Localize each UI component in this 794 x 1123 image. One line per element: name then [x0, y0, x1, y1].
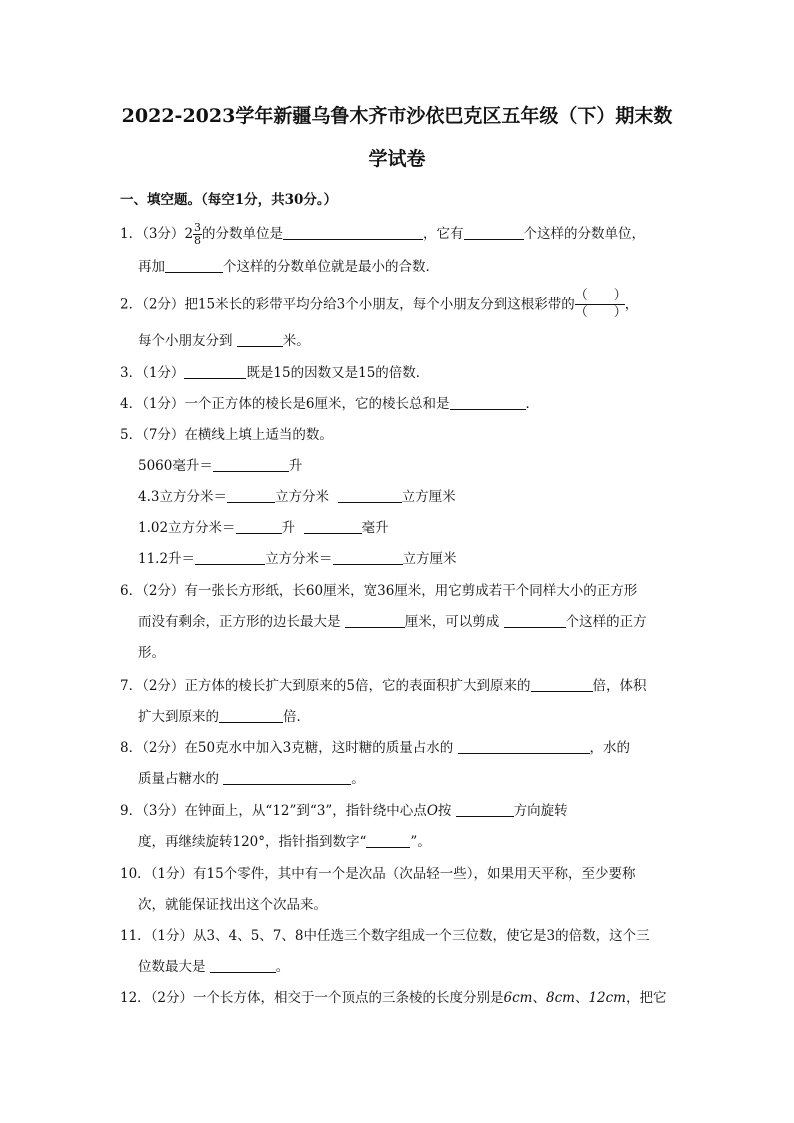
- q5-row3-text-a: 1.02立方分米＝: [138, 520, 236, 536]
- question-1: [120, 222, 645, 247]
- q5-row-4: [138, 551, 457, 567]
- exam-title-line-1: 2022-2023学年新疆乌鲁木齐市沙依巴克区五年级（下）期末数: [121, 105, 673, 127]
- q5-row1-text-a: 5060毫升＝: [138, 458, 213, 474]
- q2-fraction-denominator-blank[interactable]: （ ）: [574, 305, 627, 321]
- q8-text-1: 在50克水中加入3克糖，这时糖的质量占水的: [184, 740, 454, 756]
- question-9: [120, 803, 568, 819]
- q9-text-2: 按: [437, 803, 452, 819]
- q7-number: 7．: [120, 678, 143, 694]
- q10-text-2: 次，就能保证找出这个次品来。: [138, 897, 327, 913]
- q5-row2-blank-1[interactable]: [227, 489, 275, 503]
- q5-row2-blank-2[interactable]: [338, 489, 402, 503]
- q11-blank[interactable]: [210, 959, 276, 973]
- q1-fraction-numerator: 3: [194, 221, 202, 234]
- question-6: [120, 583, 637, 599]
- q6-text-3: 厘米，可以剪成: [404, 614, 500, 630]
- q8-number: 8．: [120, 740, 143, 756]
- q12-length-3: 12cm: [588, 990, 626, 1006]
- question-2: [120, 288, 638, 322]
- question-11-cont: [138, 959, 289, 975]
- q5-row-2: [138, 489, 456, 505]
- q5-row2-text-c: 立方厘米: [401, 489, 456, 505]
- q4-text-1: 一个正方体的棱长是6厘米，它的棱长总和是: [184, 396, 450, 412]
- q10-text-1: 有15个零件，其中有一个是次品（次品轻一些），如果用天平称，至少要称: [193, 866, 636, 882]
- q5-row1-blank[interactable]: [213, 458, 289, 472]
- q1-number: 1．: [120, 226, 143, 243]
- q9-center-point-o: O: [426, 803, 438, 819]
- question-6-cont-2: [138, 645, 165, 661]
- q1-blank-1[interactable]: [283, 226, 423, 240]
- question-10: [120, 866, 635, 882]
- q2-number: 2．: [120, 296, 143, 313]
- q9-text-4: 度，再继续旋转120°，指针指到数字“: [138, 834, 367, 850]
- q5-number: 5．: [120, 427, 143, 443]
- q7-text-2: 倍，体积: [592, 678, 647, 694]
- q12-text-1: 一个长方体，相交于一个顶点的三条棱的长度分别是: [193, 990, 504, 1006]
- section-heading-fill-in: 一、填空题。（每空1分，共30分。）: [120, 192, 338, 208]
- question-6-cont: [138, 614, 647, 630]
- q5-row2-text-b: 立方分米: [274, 489, 329, 505]
- q2-text-1: 把15米长的彩带平均分给3个小朋友，每个小朋友分到这根彩带的: [184, 296, 575, 313]
- q12-text-2: ，把它: [625, 990, 667, 1006]
- q1-text-2: ，它有: [423, 226, 464, 243]
- q2-comma: ，: [624, 296, 639, 313]
- q8-points: （2分）: [142, 740, 185, 756]
- exam-title-line-2: 学试卷: [368, 148, 426, 170]
- q6-number: 6．: [120, 583, 143, 599]
- q5-points: （7分）: [142, 427, 185, 443]
- q2-blank[interactable]: [237, 333, 283, 347]
- q5-row3-blank-2[interactable]: [304, 520, 362, 534]
- q11-number: 11．: [120, 928, 151, 944]
- q5-row4-text-c: 立方厘米: [402, 551, 457, 567]
- question-8-cont: [138, 771, 365, 787]
- q10-number: 10．: [120, 866, 151, 882]
- q4-points: （1分）: [142, 396, 185, 412]
- q6-blank-2[interactable]: [504, 614, 566, 628]
- question-7-cont: [138, 709, 310, 725]
- q6-text-4: 个这样的正方: [565, 614, 647, 630]
- q11-text-1: 从3、4、5、7、8中任选三个数字组成一个三位数，使它是3的倍数，这个三: [193, 928, 650, 944]
- q11-points: （1分）: [150, 928, 194, 944]
- q1-mixed-whole: 2: [184, 226, 194, 243]
- q7-blank-1[interactable]: [531, 678, 593, 692]
- q12-length-1: 6cm: [503, 990, 533, 1006]
- q12-sep-2: 、: [574, 990, 589, 1006]
- q8-text-2: ，水的: [589, 740, 631, 756]
- q8-text-3: 质量占糖水的: [138, 771, 219, 787]
- question-10-cont: [138, 897, 327, 913]
- q5-row2-text-a: 4.3立方分米＝: [138, 489, 227, 505]
- q9-points: （3分）: [142, 803, 185, 819]
- q2-fraction-blank[interactable]: [575, 288, 625, 322]
- q5-row4-text-b: 立方分米＝: [265, 551, 333, 567]
- q5-row3-text-c: 毫升: [361, 520, 389, 536]
- question-11: [120, 928, 650, 944]
- q6-blank-1[interactable]: [345, 614, 405, 628]
- q5-row3-text-b: 升: [281, 520, 296, 536]
- q12-sep-1: 、: [532, 990, 546, 1006]
- q3-blank[interactable]: [184, 365, 246, 379]
- q1-fraction-denominator: 8: [194, 234, 202, 248]
- question-2-cont: [138, 333, 310, 349]
- q10-points: （1分）: [150, 866, 194, 882]
- q6-points: （2分）: [142, 583, 185, 599]
- q8-blank-1[interactable]: [458, 740, 590, 754]
- q5-row4-blank-1[interactable]: [195, 551, 265, 565]
- q6-text-1: 有一张长方形纸，长60厘米，宽36厘米，用它剪成若干个同样大小的正方形: [184, 583, 638, 599]
- q5-row4-blank-2[interactable]: [333, 551, 403, 565]
- q11-text-3: 。: [275, 959, 290, 975]
- q8-blank-2[interactable]: [223, 771, 351, 785]
- question-8: [120, 740, 630, 756]
- q6-text-2: 而没有剩余，正方形的边长最大是: [138, 614, 341, 630]
- q2-text-2: 每个小朋友分到: [138, 333, 233, 349]
- q1-text-5: 个这样的分数单位就是最小的合数．: [223, 259, 439, 275]
- q9-text-5: ”。: [410, 834, 431, 850]
- q9-number: 9．: [120, 803, 143, 819]
- q7-blank-2[interactable]: [219, 709, 283, 723]
- q3-number: 3．: [120, 365, 143, 381]
- q2-points: （2分）: [142, 296, 185, 313]
- q9-text-3: 方向旋转: [513, 803, 568, 819]
- q7-text-4: 倍．: [283, 709, 310, 725]
- question-9-cont: [138, 834, 431, 850]
- q2-fraction-numerator-blank[interactable]: （ ）: [575, 288, 625, 305]
- q2-text-3: 米。: [282, 333, 310, 349]
- q5-row4-text-a: 11.2升＝: [138, 551, 196, 567]
- question-1-cont: [138, 259, 439, 275]
- q1-blank-2[interactable]: [464, 226, 524, 240]
- q12-points: （2分）: [150, 990, 194, 1006]
- q4-blank[interactable]: [450, 396, 526, 410]
- q8-text-4: 。: [351, 771, 365, 787]
- q1-fraction: [193, 222, 202, 247]
- q12-number: 12．: [120, 990, 151, 1006]
- q4-text-2: ．: [525, 396, 540, 412]
- question-7: [120, 678, 647, 694]
- question-3: [120, 365, 429, 381]
- q1-text-4: 再加: [138, 259, 165, 275]
- q1-text-3: 个这样的分数单位，: [523, 226, 646, 243]
- q1-blank-3[interactable]: [165, 259, 223, 273]
- question-5: [120, 427, 333, 443]
- question-12: [120, 990, 666, 1006]
- q5-row3-blank-1[interactable]: [236, 520, 282, 534]
- q7-text-1: 正方体的棱长扩大到原来的5倍，它的表面积扩大到原来的: [184, 678, 531, 694]
- q1-points: （3分）: [142, 226, 185, 243]
- q5-row1-text-b: 升: [288, 458, 303, 474]
- q7-points: （2分）: [142, 678, 185, 694]
- question-4: [120, 396, 539, 412]
- q12-length-2: 8cm: [545, 990, 575, 1006]
- q4-number: 4．: [120, 396, 143, 412]
- q5-row-1: [138, 458, 302, 474]
- q7-text-3: 扩大到原来的: [138, 709, 219, 725]
- q11-text-2: 位数最大是: [138, 959, 206, 975]
- q5-text-1: 在横线上填上适当的数。: [184, 427, 333, 443]
- q6-text-5: 形。: [138, 645, 165, 661]
- q5-row-3: [138, 520, 389, 536]
- q9-blank-1[interactable]: [456, 803, 514, 817]
- q9-text-1: 在钟面上，从“12”到“3”，指针绕中心点: [184, 803, 427, 819]
- q1-text-1: 的分数单位是: [202, 226, 284, 243]
- q3-text-1: 既是15的因数又是15的倍数．: [246, 365, 430, 381]
- q9-blank-2[interactable]: [366, 834, 410, 848]
- q3-points: （1分）: [142, 365, 185, 381]
